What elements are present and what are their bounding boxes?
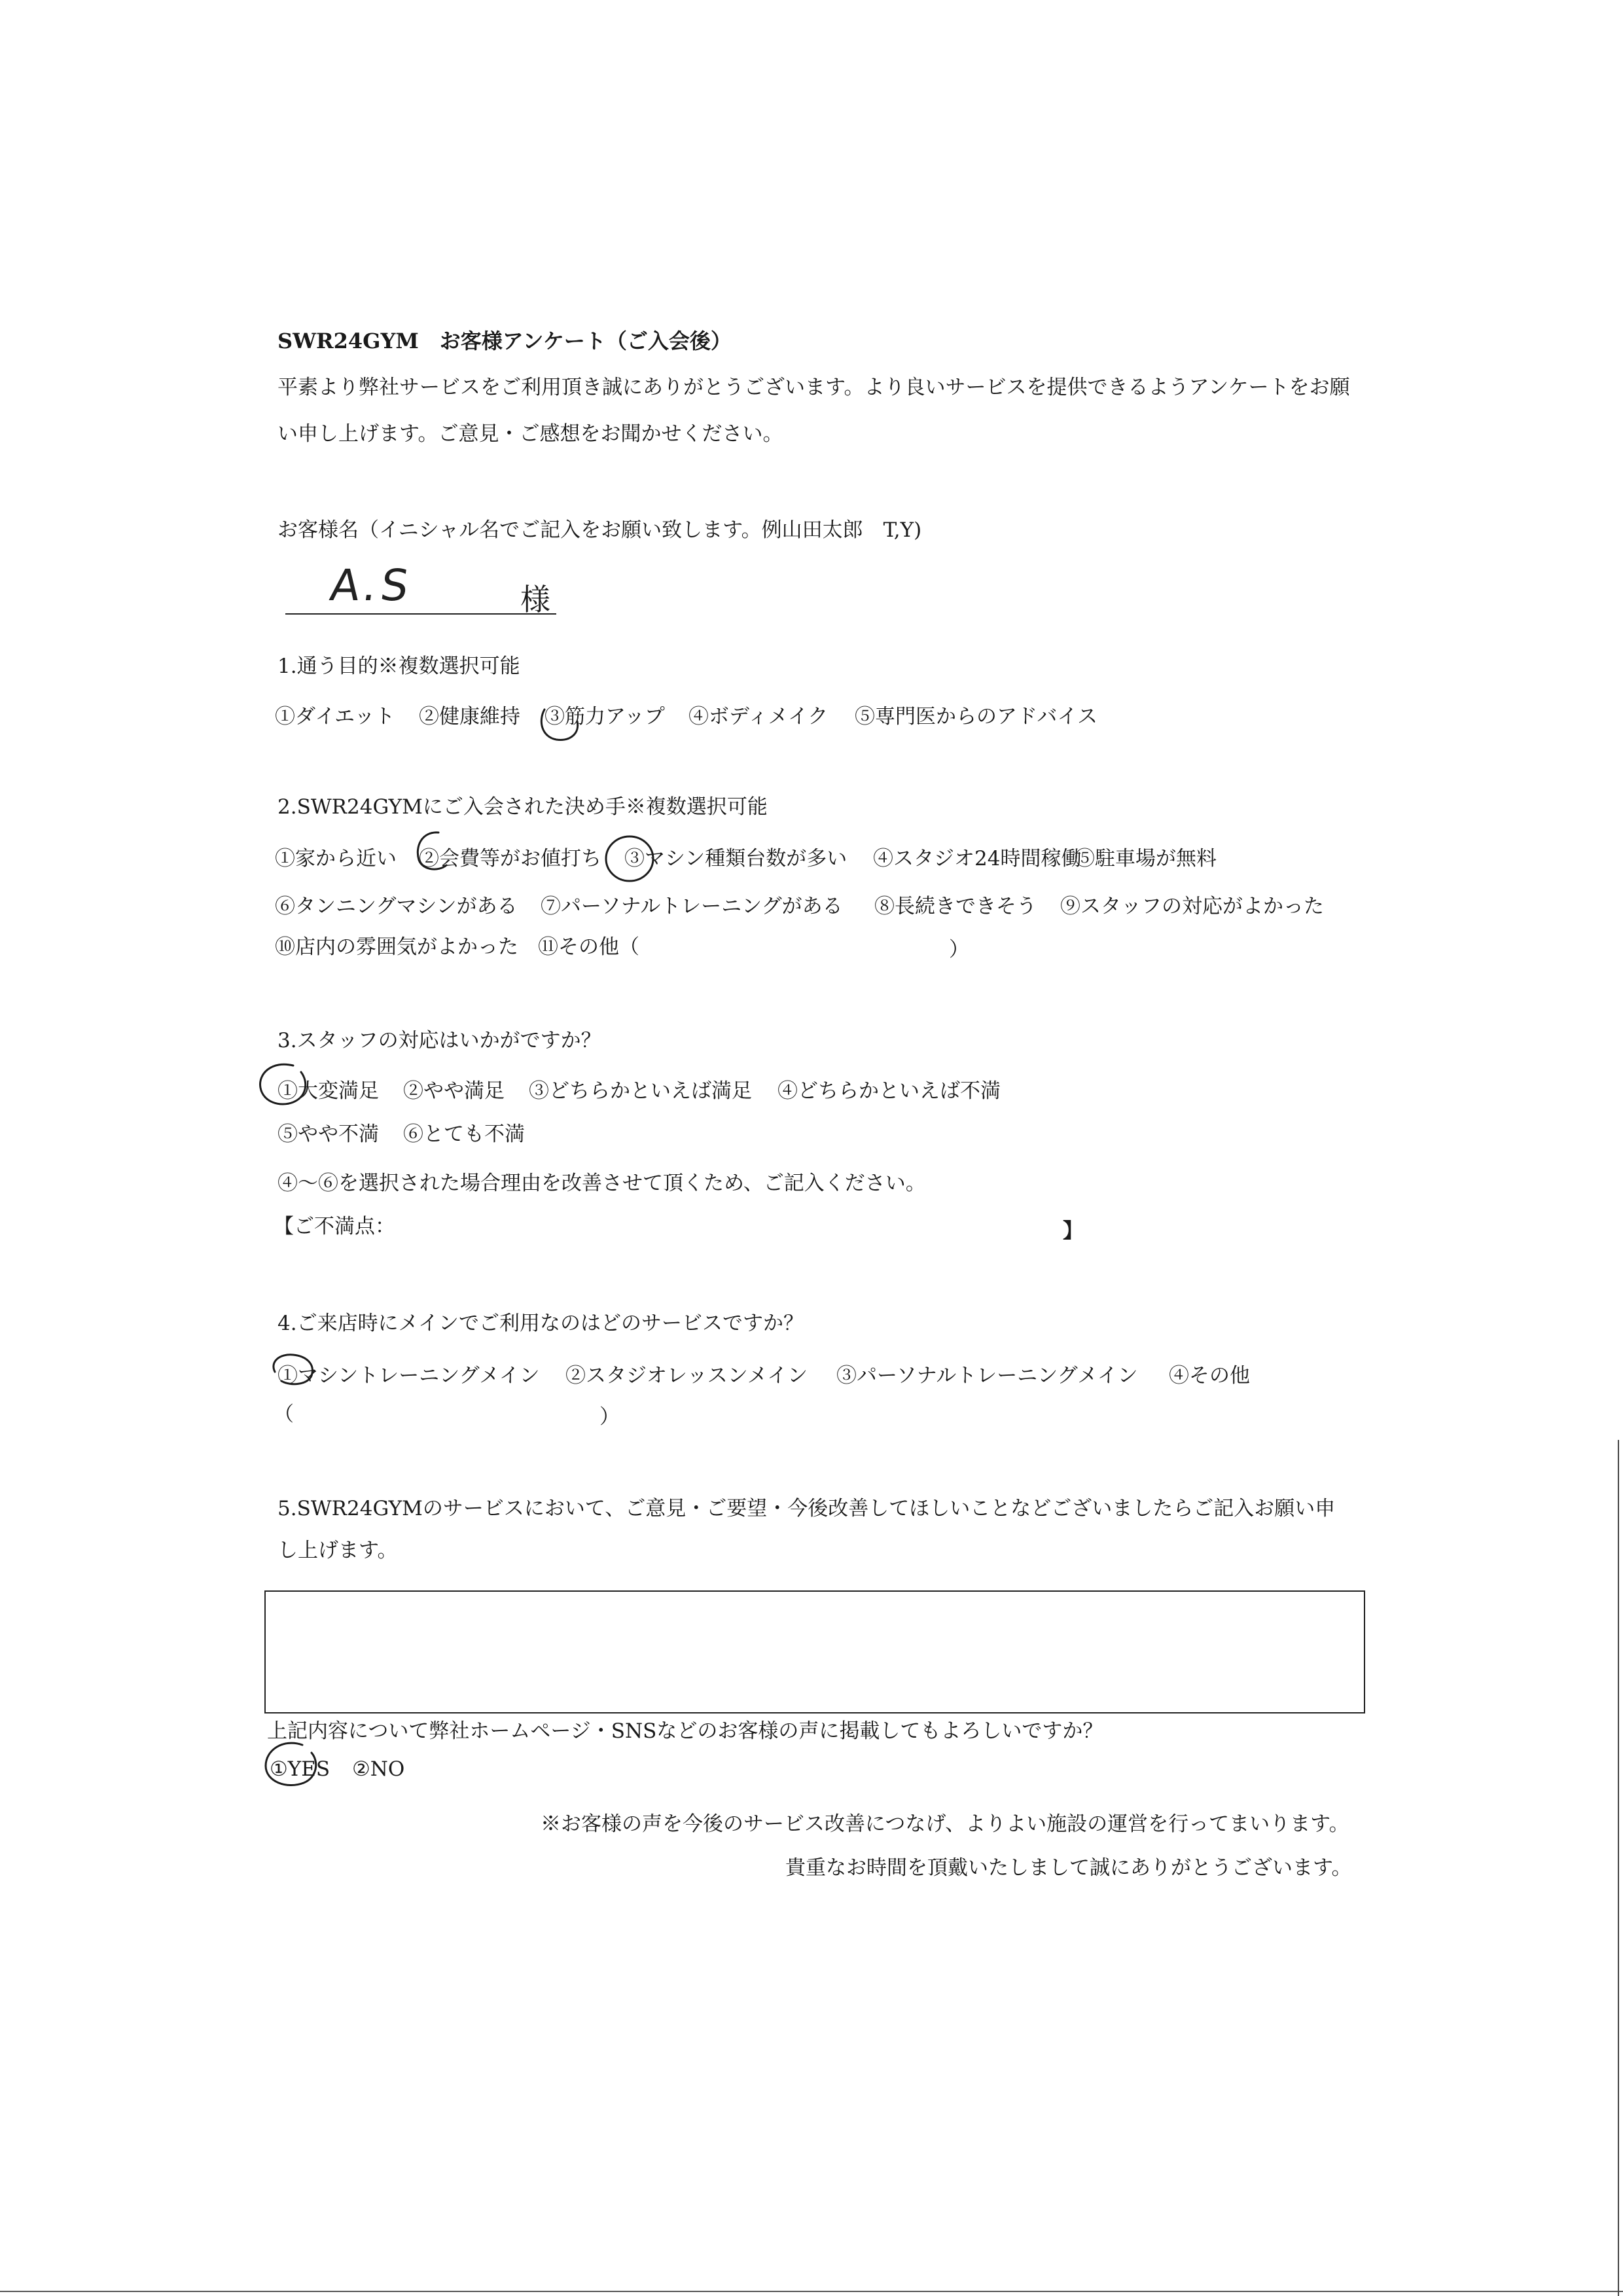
q2-other-close: ） xyxy=(949,938,969,961)
q4-other-close: ） xyxy=(599,1405,620,1429)
q5-title-line1: 5.SWR24GYMのサービスにおいて、ご意見・ご要望・今後改善してほしいことなどございましたらご記入お願い申 xyxy=(277,1497,1336,1520)
customer-name-prompt: お客様名（イニシャル名でご記入をお願い致します。例山田太郎 T,Y) xyxy=(277,518,922,542)
q3-option-1[interactable]: ①大変満足 xyxy=(277,1079,379,1103)
customer-name-underline xyxy=(285,613,556,615)
customer-name-handwritten[interactable]: A.S xyxy=(327,560,416,611)
footer-note-line1: ※お客様の声を今後のサービス改善につなげ、よりよい施設の運営を行ってまいります。 xyxy=(541,1812,1349,1836)
intro-text-line2: い申し上げます。ご意見・ご感想をお聞かせください。 xyxy=(277,422,783,446)
q4-option-2[interactable]: ②スタジオレッスンメイン xyxy=(565,1364,808,1388)
q2-option-9[interactable]: ⑨スタッフの対応がよかった xyxy=(1060,895,1324,918)
consent-option-yes[interactable]: ①YES xyxy=(270,1757,330,1781)
q3-option-6[interactable]: ⑥とても不満 xyxy=(403,1122,525,1146)
q2-option-10[interactable]: ⑩店内の雰囲気がよかった xyxy=(275,935,518,959)
q3-complaint-label: 【ご不満点： xyxy=(274,1215,395,1238)
scan-border-bottom xyxy=(0,2291,1623,2292)
scan-border-right xyxy=(1618,1440,1619,2296)
q1-option-5[interactable]: ⑤専門医からのアドバイス xyxy=(855,705,1098,728)
q2-option-1[interactable]: ①家から近い xyxy=(275,847,397,870)
q2-option-3[interactable]: ③マシン種類台数が多い xyxy=(624,847,847,870)
intro-text-line1: 平素より弊社サービスをご利用頂き誠にありがとうございます。より良いサービスを提供できるようアンケートをお願 xyxy=(277,376,1350,399)
q2-option-4[interactable]: ④スタジオ24時間稼働 xyxy=(873,847,1082,870)
q2-option-7[interactable]: ⑦パーソナルトレーニングがある xyxy=(541,895,843,918)
q3-title: 3.スタッフの対応はいかがですか？ xyxy=(277,1029,601,1052)
q1-option-4[interactable]: ④ボディメイク xyxy=(688,705,829,728)
q1-title: 1.通う目的※複数選択可能 xyxy=(277,655,520,678)
q2-selection-circle-3-icon xyxy=(601,831,660,886)
q1-selection-circle-icon xyxy=(537,699,589,745)
q4-option-1[interactable]: ①マシントレーニングメイン xyxy=(277,1364,540,1388)
q2-option-5[interactable]: ⑤駐車場が無料 xyxy=(1075,847,1217,870)
consent-selection-circle-icon xyxy=(257,1736,329,1795)
q3-option-2[interactable]: ②やや満足 xyxy=(403,1079,505,1103)
q4-other-open: （ xyxy=(274,1403,294,1426)
q3-option-4[interactable]: ④どちらかといえば不満 xyxy=(777,1079,1001,1103)
q2-title: 2.SWR24GYMにご入会された決め手※複数選択可能 xyxy=(277,795,768,819)
q4-option-3[interactable]: ③パーソナルトレーニングメイン xyxy=(836,1364,1138,1388)
q3-note: ④～⑥を選択された場合理由を改善させて頂くため、ご記入ください。 xyxy=(277,1172,926,1195)
q1-option-1[interactable]: ①ダイエット xyxy=(275,705,395,728)
q2-option-8[interactable]: ⑧長続きできそう xyxy=(874,895,1037,918)
survey-title: SWR24GYM お客様アンケート（ご入会後） xyxy=(277,329,732,353)
consent-option-no[interactable]: ②NO xyxy=(352,1757,405,1781)
q3-option-3[interactable]: ③どちらかといえば満足 xyxy=(529,1079,752,1103)
q4-title: 4.ご来店時にメインでご利用なのはどのサービスですか？ xyxy=(277,1312,804,1335)
consent-question: 上記内容について弊社ホームページ・SNSなどのお客様の声に掲載してもよろしいですか？ xyxy=(267,1719,1103,1743)
q2-selection-circle-2-icon xyxy=(410,827,462,880)
q5-answer-box[interactable] xyxy=(264,1590,1365,1713)
q2-option-11[interactable]: ⑪その他（ xyxy=(538,935,639,959)
q4-option-4[interactable]: ④その他 xyxy=(1169,1364,1250,1388)
q2-option-2[interactable]: ②会費等がお値打ち xyxy=(419,847,601,870)
q1-option-3[interactable]: ③筋力アップ xyxy=(544,705,665,728)
q5-title-line2: し上げます。 xyxy=(277,1539,398,1562)
q3-complaint-close: 】 xyxy=(1063,1219,1083,1243)
q2-option-6[interactable]: ⑥タンニングマシンがある xyxy=(275,895,518,918)
q1-option-2[interactable]: ②健康維持 xyxy=(419,705,520,728)
q4-selection-circle-icon xyxy=(264,1348,323,1390)
footer-note-line2: 貴重なお時間を頂戴いたしまして誠にありがとうございます。 xyxy=(785,1856,1352,1880)
customer-name-suffix: 様 xyxy=(520,582,550,617)
q3-option-5[interactable]: ⑤やや不満 xyxy=(277,1122,379,1146)
q3-selection-circle-icon xyxy=(254,1056,319,1114)
